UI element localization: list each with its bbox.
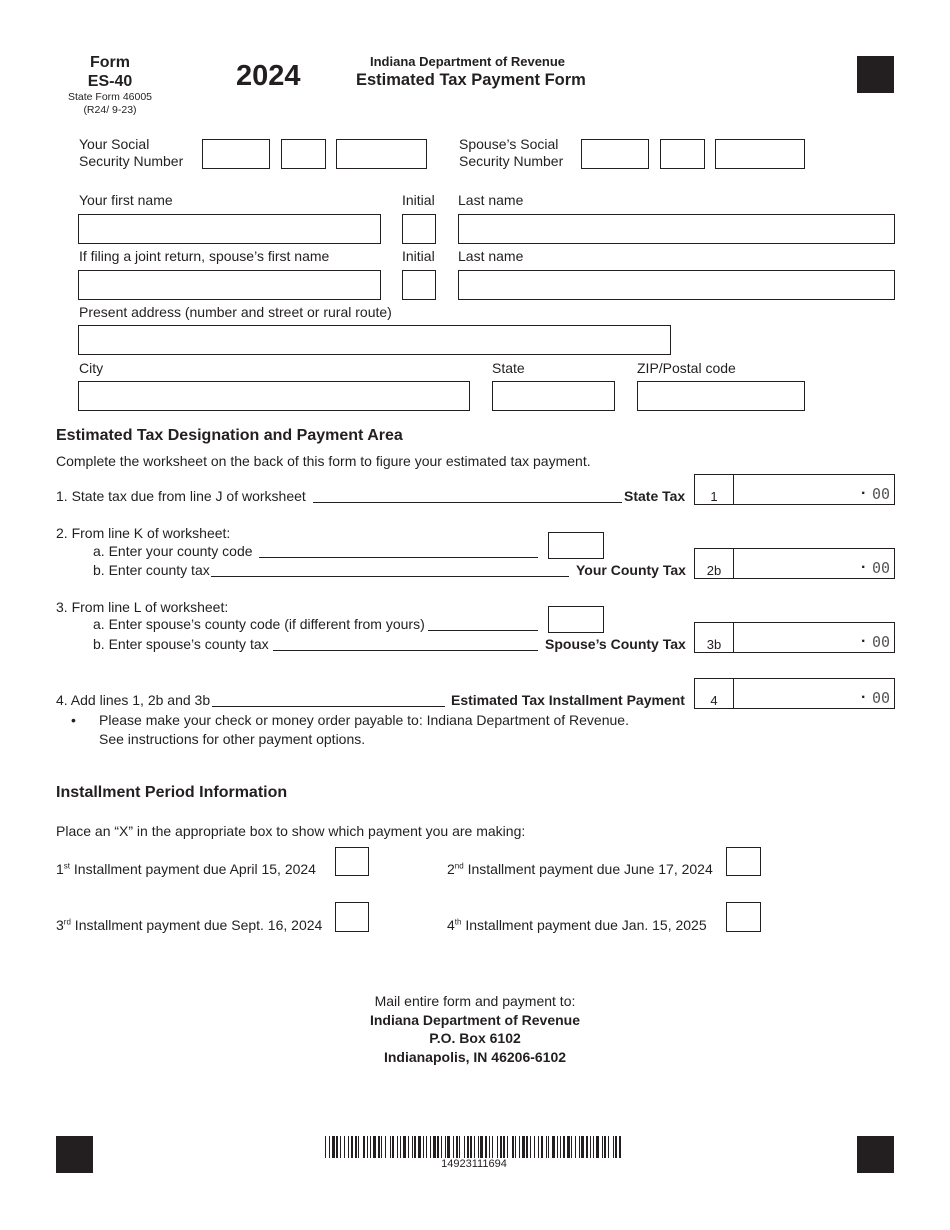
barcode-bar <box>492 1136 493 1158</box>
barcode-bar <box>397 1136 398 1158</box>
spouse-initial-label: Initial <box>402 248 435 264</box>
barcode-bar <box>567 1136 570 1158</box>
barcode-bar <box>541 1136 543 1158</box>
barcode-bar <box>500 1136 502 1158</box>
barcode-bar <box>546 1136 547 1158</box>
line2b-leader <box>211 576 569 577</box>
line3b-label: Spouse’s County Tax <box>545 636 686 652</box>
barcode-bar <box>581 1136 584 1158</box>
spouse-first-name-label: If filing a joint return, spouse’s first name <box>79 248 330 264</box>
barcode-bar <box>613 1136 614 1158</box>
barcode-bar <box>478 1136 479 1158</box>
city-label: City <box>79 360 104 376</box>
line2b-label: Your County Tax <box>576 562 686 578</box>
barcode-bar <box>441 1136 442 1158</box>
first-name-field[interactable] <box>78 214 381 244</box>
barcode-bar <box>329 1136 330 1158</box>
line4-decimal: . <box>861 685 866 702</box>
barcode-bar <box>390 1136 391 1158</box>
address-field[interactable] <box>78 325 671 355</box>
barcode-bar <box>418 1136 421 1158</box>
line1-cents: 00 <box>872 485 891 503</box>
line3-text: 3. From line L of worksheet: <box>56 599 229 615</box>
last-name-label: Last name <box>458 192 524 208</box>
installment-heading: Installment Period Information <box>56 784 288 801</box>
barcode-bar <box>412 1136 413 1158</box>
barcode-bar <box>408 1136 409 1158</box>
payable-bullet: • <box>71 712 76 728</box>
mailing-intro: Mail entire form and payment to: <box>374 993 576 1009</box>
barcode-bar <box>430 1136 431 1158</box>
installment-1-checkbox[interactable] <box>335 847 369 876</box>
registration-mark-bottom-right <box>857 1136 894 1173</box>
first-name-label: Your first name <box>79 192 173 208</box>
state-field[interactable] <box>492 381 615 411</box>
mailing-address-block <box>275 992 675 1066</box>
spouse-ssn-label: Spouse’s Social Security Number <box>459 136 564 169</box>
line1-amount-field[interactable] <box>733 474 895 505</box>
initial-field[interactable] <box>402 214 436 244</box>
barcode-bar <box>602 1136 603 1158</box>
line2b-number: 2b <box>706 563 722 578</box>
barcode-bar <box>358 1136 359 1158</box>
barcode-bar <box>381 1136 382 1158</box>
barcode-bar <box>619 1136 621 1158</box>
barcode-bar <box>548 1136 549 1158</box>
payment-area-instructions: Complete the worksheet on the back of this form to figure your estimated tax payment. <box>56 453 591 469</box>
barcode-bar <box>615 1136 617 1158</box>
line2a-text: a. Enter your county code <box>93 543 253 559</box>
barcode-bar <box>507 1136 508 1158</box>
barcode-bar <box>325 1136 326 1158</box>
barcode-bar <box>414 1136 416 1158</box>
line3b-decimal: . <box>861 629 866 646</box>
barcode-bar <box>579 1136 580 1158</box>
barcode-bar <box>355 1136 357 1158</box>
line4-label: Estimated Tax Installment Payment <box>451 692 685 708</box>
barcode-bar <box>464 1136 465 1158</box>
line3a-text: a. Enter spouse’s county code (if different from yours) <box>93 616 425 632</box>
tax-year: 2024 <box>236 60 301 92</box>
line3b-number: 3b <box>706 637 722 652</box>
barcode-bar <box>367 1136 368 1158</box>
line4-number: 4 <box>710 693 718 708</box>
barcode-bar <box>593 1136 594 1158</box>
barcode-bar <box>485 1136 487 1158</box>
zip-label: ZIP/Postal code <box>637 360 736 376</box>
line1-text: 1. State tax due from line J of worksheet <box>56 488 306 504</box>
barcode-bar <box>340 1136 341 1158</box>
spouse-ssn-part-3-field[interactable] <box>715 139 805 169</box>
mailing-line-2: P.O. Box 6102 <box>429 1030 521 1046</box>
barcode-bar <box>348 1136 349 1158</box>
barcode-bar <box>526 1136 528 1158</box>
barcode-bar <box>433 1136 436 1158</box>
barcode-bar <box>378 1136 380 1158</box>
barcode-bar <box>447 1136 450 1158</box>
line1-leader <box>313 502 622 503</box>
barcode-bar <box>423 1136 424 1158</box>
installment-3-checkbox[interactable] <box>335 902 369 932</box>
mailing-line-3: Indianapolis, IN 46206-6102 <box>383 1048 567 1065</box>
line2b-text: b. Enter county tax <box>93 562 210 578</box>
line3b-amount-field[interactable] <box>733 622 895 653</box>
spouse-last-name-field[interactable] <box>458 270 895 300</box>
form-title: Estimated Tax Payment Form <box>356 71 586 89</box>
barcode-bar <box>453 1136 454 1158</box>
barcode-bar <box>534 1136 535 1158</box>
registration-mark-top-right <box>857 56 894 93</box>
line3a-leader <box>428 630 538 631</box>
spouse-ssn-part-2-field[interactable] <box>660 139 705 169</box>
spouse-initial-field[interactable] <box>402 270 436 300</box>
barcode-bar <box>571 1136 572 1158</box>
barcode-bar <box>351 1136 353 1158</box>
line1-decimal: . <box>861 481 866 498</box>
spouse-county-code-field[interactable] <box>548 606 604 633</box>
barcode-bar <box>575 1136 576 1158</box>
department-name: Indiana Department of Revenue <box>370 54 566 69</box>
installment-4-label: 4th Installment payment due Jan. 15, 2025 <box>447 917 707 933</box>
barcode-bar <box>437 1136 439 1158</box>
barcode-bar <box>392 1136 394 1158</box>
line4-text: 4. Add lines 1, 2b and 3b <box>56 692 211 708</box>
barcode-bar <box>590 1136 591 1158</box>
spouse-ssn-part-1-field[interactable] <box>581 139 649 169</box>
barcode-bar <box>445 1136 446 1158</box>
barcode-bar <box>604 1136 606 1158</box>
barcode <box>325 1136 623 1158</box>
line3b-text: b. Enter spouse’s county tax <box>93 636 269 652</box>
installment-4-checkbox[interactable] <box>726 902 761 932</box>
barcode-bar <box>426 1136 427 1158</box>
barcode-number: 14923111694 <box>441 1158 507 1170</box>
spouse-first-name-field[interactable] <box>78 270 381 300</box>
payment-area-heading: Estimated Tax Designation and Payment Area <box>56 427 403 444</box>
line2b-decimal: . <box>861 555 866 572</box>
barcode-bar <box>336 1136 338 1158</box>
line2b-cents: 00 <box>872 559 891 577</box>
barcode-bar <box>522 1136 525 1158</box>
line4-amount-field[interactable] <box>733 678 895 709</box>
barcode-bar <box>489 1136 490 1158</box>
form-revision: (R24/ 9-23) <box>83 104 137 116</box>
zip-field[interactable] <box>637 381 805 411</box>
payable-note-2: See instructions for other payment options. <box>99 731 366 747</box>
line4-leader <box>212 706 445 707</box>
registration-mark-bottom-left <box>56 1136 93 1173</box>
barcode-bar <box>470 1136 472 1158</box>
barcode-bar <box>480 1136 483 1158</box>
barcode-bar <box>332 1136 335 1158</box>
barcode-bar <box>497 1136 498 1158</box>
line2a-leader <box>259 557 538 558</box>
barcode-bar <box>512 1136 514 1158</box>
barcode-bar <box>608 1136 609 1158</box>
state-label: State <box>492 360 525 376</box>
address-label: Present address (number and street or rural route) <box>79 304 392 320</box>
barcode-bar <box>563 1136 565 1158</box>
payable-note-1: Please make your check or money order payable to: Indiana Department of Revenue. <box>99 712 629 728</box>
installment-2-label: 2nd Installment payment due June 17, 2024 <box>447 861 713 877</box>
barcode-bar <box>474 1136 475 1158</box>
mailing-line-1: Indiana Department of Revenue <box>369 1011 581 1028</box>
form-code: ES-40 <box>87 73 133 90</box>
installment-instructions: Place an “X” in the appropriate box to show which payment you are making: <box>56 823 526 839</box>
barcode-bar <box>557 1136 558 1158</box>
barcode-bar <box>403 1136 406 1158</box>
initial-label: Initial <box>402 192 435 208</box>
spouse-last-name-label: Last name <box>458 248 524 264</box>
barcode-bar <box>515 1136 516 1158</box>
barcode-bar <box>385 1136 386 1158</box>
barcode-bar <box>456 1136 458 1158</box>
line1-label: State Tax <box>624 488 686 504</box>
installment-3-label: 3rd Installment payment due Sept. 16, 2024 <box>56 917 323 933</box>
barcode-bar <box>503 1136 505 1158</box>
barcode-bar <box>344 1136 345 1158</box>
form-id-block <box>60 53 160 117</box>
city-field[interactable] <box>78 381 470 411</box>
barcode-bar <box>467 1136 469 1158</box>
ssn-part-2-field[interactable] <box>281 139 326 169</box>
installment-1-label: 1st Installment payment due April 15, 2024 <box>56 861 316 877</box>
barcode-bar <box>552 1136 555 1158</box>
line1-number: 1 <box>710 489 718 504</box>
barcode-bar <box>596 1136 599 1158</box>
line3b-cents: 00 <box>872 633 891 651</box>
barcode-bar <box>560 1136 561 1158</box>
barcode-bar <box>370 1136 371 1158</box>
state-form-number: State Form 46005 <box>67 91 153 103</box>
barcode-bar <box>400 1136 401 1158</box>
barcode-bar <box>586 1136 588 1158</box>
line2b-amount-field[interactable] <box>733 548 895 579</box>
line2-text: 2. From line K of worksheet: <box>56 525 231 541</box>
county-code-field[interactable] <box>548 532 604 559</box>
ssn-label: Your Social Security Number <box>79 136 184 169</box>
barcode-bar <box>363 1136 365 1158</box>
barcode-bar <box>530 1136 531 1158</box>
ssn-part-1-field[interactable] <box>202 139 270 169</box>
barcode-bar <box>459 1136 460 1158</box>
installment-2-checkbox[interactable] <box>726 847 761 876</box>
line3b-leader <box>273 650 538 651</box>
barcode-bar <box>538 1136 539 1158</box>
barcode-bar <box>519 1136 520 1158</box>
ssn-part-3-field[interactable] <box>336 139 427 169</box>
form-word: Form <box>90 54 130 71</box>
line4-cents: 00 <box>872 689 891 707</box>
barcode-bar <box>373 1136 376 1158</box>
last-name-field[interactable] <box>458 214 895 244</box>
